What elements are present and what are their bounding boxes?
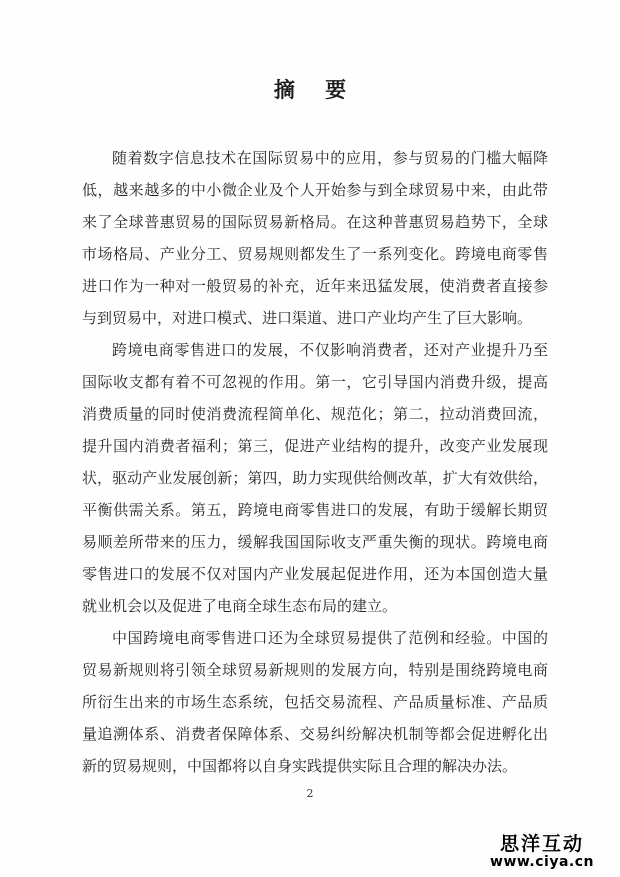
text-line: 与到贸易中，对进口模式、进口渠道、进口产业均产生了巨大影响。 xyxy=(82,309,533,327)
text-line: 进口作为一种对一般贸易的补充，近年来迅猛发展，使消费者直接参 xyxy=(82,277,548,295)
text-line: 来了全球普惠贸易的国际贸易新格局。在这种普惠贸易趋势下，全球 xyxy=(82,213,548,231)
page-title: 摘 要 xyxy=(273,77,351,102)
text-line: 量追溯体系、消费者保障体系、交易纠纷解决机制等都会促进孵化出 xyxy=(82,725,548,743)
text-line: 中国跨境电商零售进口还为全球贸易提供了范例和经验。中国的 xyxy=(112,629,548,647)
text-line: 新的贸易规则，中国都将以自身实践提供实际且合理的解决办法。 xyxy=(82,757,518,775)
text-line: 平衡供需关系。第五，跨境电商零售进口的发展，有助于缓解长期贸 xyxy=(82,501,548,519)
watermark xyxy=(490,835,594,870)
text-line: 随着数字信息技术在国际贸易中的应用，参与贸易的门槛大幅降 xyxy=(112,149,548,167)
text-line: 提升国内消费者福利；第三，促进产业结构的提升，改变产业发展现 xyxy=(82,437,548,455)
text-line: 低，越来越多的中小微企业及个人开始参与到全球贸易中来，由此带 xyxy=(82,181,548,199)
watermark-url: www.ciya.cn xyxy=(490,854,594,871)
text-line: 零售进口的发展不仅对国内产业发展起促进作用，还为本国创造大量 xyxy=(82,565,548,583)
text-line: 国际收支都有着不可忽视的作用。第一，它引导国内消费升级，提高 xyxy=(82,373,548,391)
text-line: 所衍生出来的市场生态系统，包括交易流程、产品质量标准、产品质 xyxy=(82,693,548,711)
page-number: 2 xyxy=(306,787,314,800)
text-line: 市场格局、产业分工、贸易规则都发生了一系列变化。跨境电商零售 xyxy=(82,245,548,263)
text-line: 就业机会以及促进了电商全球生态布局的建立。 xyxy=(82,597,398,615)
text-line: 贸易新规则将引领全球贸易新规则的发展方向，特别是围绕跨境电商 xyxy=(82,661,548,679)
text-line: 消费质量的同时使消费流程简单化、规范化；第二，拉动消费回流， xyxy=(82,405,548,423)
text-line: 易顺差所带来的压力，缓解我国国际收支严重失衡的现状。跨境电商 xyxy=(82,533,548,551)
text-line: 跨境电商零售进口的发展，不仅影响消费者，还对产业提升乃至 xyxy=(112,341,548,359)
watermark-brand: 思洋互动 xyxy=(500,833,585,856)
abstract-body xyxy=(82,142,548,782)
text-line: 状，驱动产业发展创新；第四，助力实现供给侧改革，扩大有效供给， xyxy=(82,469,548,487)
